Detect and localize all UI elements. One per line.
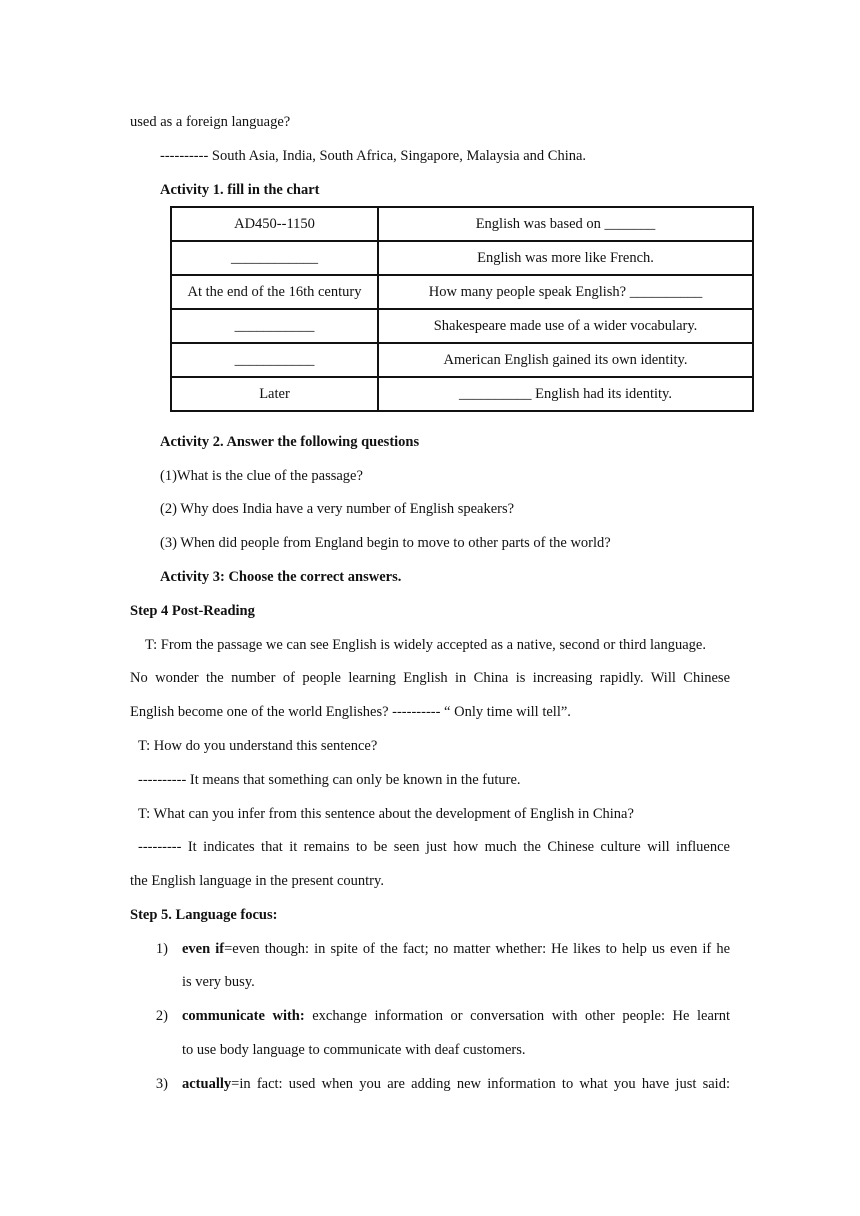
- chart-cell-fact: __________ English had its identity.: [378, 377, 753, 411]
- step4-paragraph-line-1: T: From the passage we can see English is widely accepted as a native, second or third language.: [145, 637, 706, 653]
- step5-title: Step 5. Language focus:: [130, 907, 278, 923]
- language-item-term: actually: [182, 1076, 232, 1092]
- table-row: [171, 275, 753, 309]
- activity1-title: Activity 1. fill in the chart: [160, 182, 320, 198]
- chart-cell-fact: How many people speak English? __________: [378, 275, 753, 309]
- step4-paragraph-line-2: No wonder the number of people learning English in China is increasing rapidly. Will Chinese: [130, 670, 730, 686]
- table-row: [171, 241, 753, 275]
- language-item-term: even if: [182, 941, 225, 957]
- language-item-number: 1): [155, 941, 168, 957]
- intro-answer-line: ---------- South Asia, India, South Africa, Singapore, Malaysia and China.: [160, 148, 587, 164]
- chart-cell-period: ____________: [171, 241, 378, 275]
- chart-cell-fact: English was more like French.: [378, 241, 753, 275]
- step4-teacher-question-1: T: How do you understand this sentence?: [138, 738, 378, 754]
- activity2-question-1: (1)What is the clue of the passage?: [160, 468, 363, 484]
- step4-answer-1: ---------- It means that something can only be known in the future.: [138, 772, 521, 788]
- language-item-number: 3): [155, 1076, 168, 1092]
- chart-cell-period: ___________: [171, 343, 378, 377]
- table-row: [171, 377, 753, 411]
- table-row: [171, 309, 753, 343]
- step4-answer-2-line-1: --------- It indicates that it remains to be seen just how much the Chinese culture will influence: [138, 839, 730, 855]
- language-item-number: 2): [155, 1008, 168, 1024]
- language-item-definition: =even though: in spite of the fact; no matter whether: He likes to help us even if he: [224, 941, 730, 957]
- chart-cell-fact: English was based on _______: [378, 207, 753, 241]
- chart-cell-period: ___________: [171, 309, 378, 343]
- language-item-1-line-1: [182, 940, 730, 958]
- activity3-title: Activity 3: Choose the correct answers.: [160, 569, 402, 585]
- step4-title: Step 4 Post-Reading: [130, 603, 255, 619]
- language-item-1-line-2: is very busy.: [182, 974, 255, 990]
- step4-teacher-question-2: T: What can you infer from this sentence about the development of English in China?: [138, 806, 634, 822]
- activity2-title: Activity 2. Answer the following questions: [160, 434, 420, 450]
- activity2-question-2: (2) Why does India have a very number of English speakers?: [160, 501, 515, 517]
- language-item-definition: exchange information or conversation with other people: He learnt: [304, 1008, 731, 1024]
- chart-cell-fact: American English gained its own identity.: [378, 343, 753, 377]
- intro-question-line: used as a foreign language?: [130, 114, 291, 130]
- chart-cell-period: AD450--1150: [171, 207, 378, 241]
- chart-cell-fact: Shakespeare made use of a wider vocabulary.: [378, 309, 753, 343]
- language-item-3-line-1: [182, 1075, 730, 1093]
- table-row: [171, 207, 753, 241]
- activity2-question-3: (3) When did people from England begin to move to other parts of the world?: [160, 535, 611, 551]
- language-item-term: communicate with:: [182, 1008, 305, 1024]
- table-row: [171, 343, 753, 377]
- language-item-2-line-2: to use body language to communicate with deaf customers.: [182, 1042, 526, 1058]
- language-item-2-line-1: [182, 1007, 730, 1025]
- history-chart: [170, 206, 754, 412]
- step4-answer-2-line-2: the English language in the present country.: [130, 873, 384, 889]
- chart-cell-period: At the end of the 16th century: [171, 275, 378, 309]
- language-item-definition: =in fact: used when you are adding new information to what you have just said:: [231, 1076, 730, 1092]
- chart-cell-period: Later: [171, 377, 378, 411]
- step4-paragraph-line-3: English become one of the world Englishes? ---------- “ Only time will tell”.: [130, 704, 571, 720]
